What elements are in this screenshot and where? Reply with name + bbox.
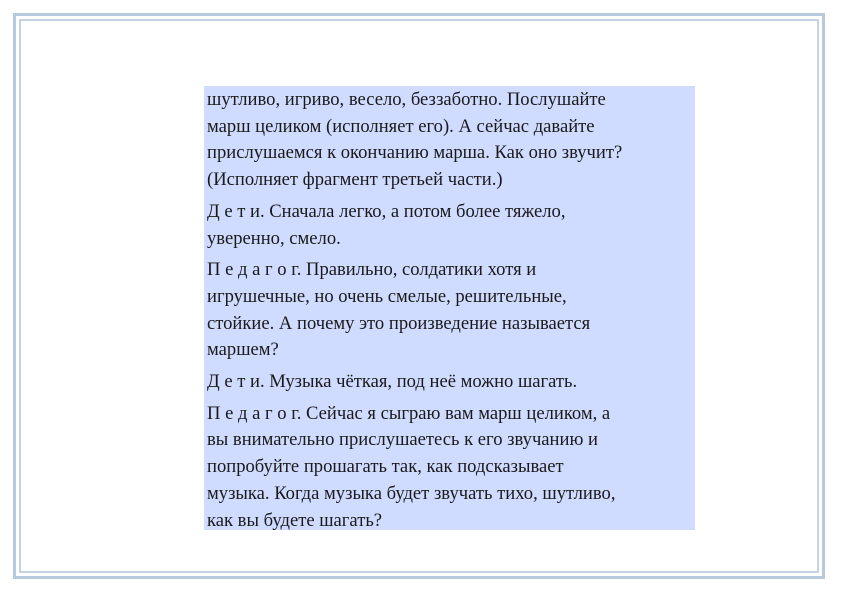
paragraph-children-answer-2: Д е т и. Музыка чёткая, под неё можно шагать. xyxy=(207,371,578,393)
text-block xyxy=(204,86,695,530)
paragraph-children-answer-1: Д е т и. Сначала легко, а потом более тяжело, уверенно, смело. xyxy=(207,200,566,249)
paragraph-teacher-2: П е д а г о г. Сейчас я сыграю вам марш целиком, а вы внимательно прислушаетесь к его звучанию и попробуйте прошагать так, как подсказывает музыка. Когда музыка будет звучать тихо, шутливо, как вы будете шагать? xyxy=(207,402,616,531)
paragraph-teacher-1: П е д а г о г. Правильно, солдатики хотя и игрушечные, но очень смелые, решительные, стойкие. А почему это произведение называется маршем? xyxy=(207,259,591,361)
paragraph-intro: шутливо, игриво, весело, беззаботно. Послушайте марш целиком (исполняет его). А сейчас давайте прислушаемся к окончанию марша. Как оно звучит? (Исполняет фрагмент третьей части.) xyxy=(207,89,623,191)
